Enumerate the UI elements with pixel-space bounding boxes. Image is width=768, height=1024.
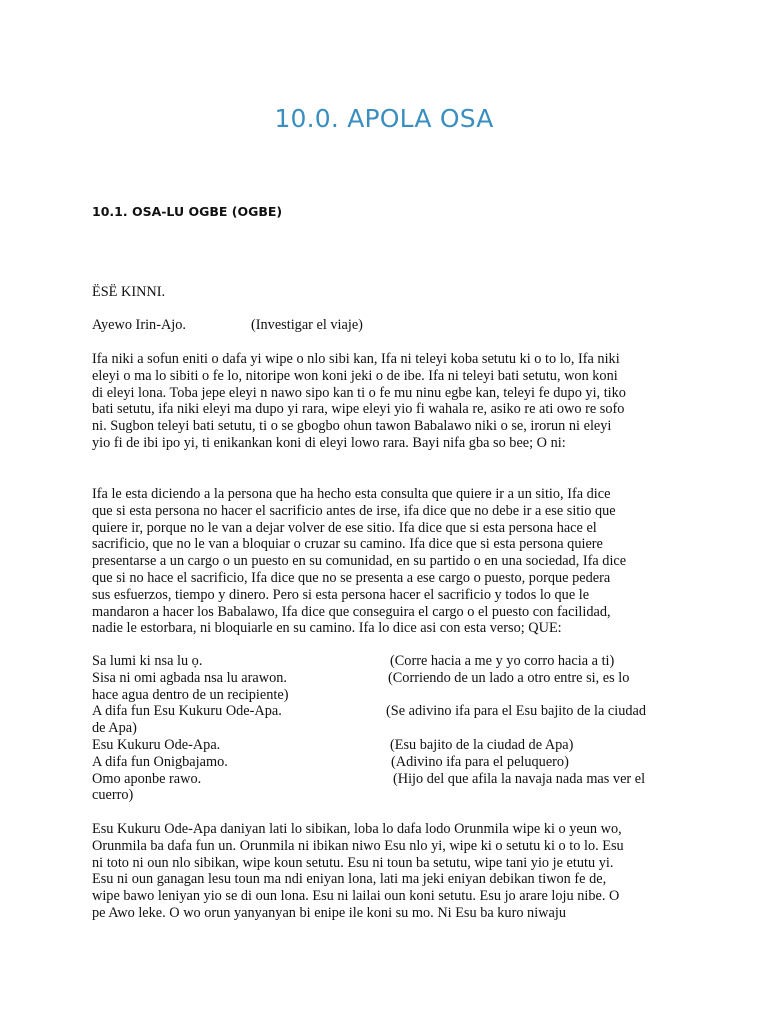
text-line: Ifa niki a sofun eniti o dafa yi wipe o nlo sibi kan, Ifa ni teleyi koba setutu ki o to lo, Ifa niki [92,351,620,367]
verse-block [92,653,692,804]
verse-spanish: (Adivino ifa para el peluquero) [391,753,569,770]
verse-spanish: (Corre hacia a me y yo corro hacia a ti) [390,653,615,669]
text-line: yio fi de ibi ipo yi, ti enikankan koni di eleyi lowo rara. Bayi nifa gba so bee; O ni: [92,434,566,451]
text-line: pe Awo leke. O wo orun yanyanyan bi enipe ile koni su mo. Ni Esu ba kuro niwaju [92,904,566,921]
text-line: que si no hace el sacrificio, Ifa dice que no se presenta a ese cargo o puesto, porque pedera [92,569,611,586]
verse-line [92,703,692,720]
text-line: quiere ir, porque no le van a dejar volver de ese sitio. Ifa dice que si esta persona hace el [92,519,597,536]
verse-spanish: (Hijo del que afila la navaja nada mas ver el [393,770,646,787]
ese-kinni-heading: ËSË KINNI. [92,284,166,300]
verse-line [92,687,692,704]
verse-yoruba: A difa fun Onigbajamo. [92,753,228,770]
verse-yoruba: Esu Kukuru Ode-Apa. [92,736,221,753]
text-line: bati setutu, ifa niki eleyi ma dupo yi rara, wipe eleyi yio fi wahala re, asiko re ati owo re sofo [92,401,625,418]
text-line: Ifa le esta diciendo a la persona que ha hecho esta consulta que quiere ir a un sitio, Ifa dice [92,486,611,502]
text-line: presentarse a un cargo o un puesto en su comunidad, en su partido o en una sociedad, Ifa dice [92,553,627,570]
section-heading: 10.1. OSA-LU OGBE (OGBE) [92,204,283,219]
chapter-title: 10.0. APOLA OSA [274,104,494,133]
text-line: ni. Sugbon teleyi bati setutu, ti o se gbogbo ohun tawon Babalawo niki o se, irorun ni eleyi [92,418,612,435]
verse-yoruba: A difa fun Esu Kukuru Ode-Apa. [92,703,282,720]
text-line: wipe bawo leniyan yio se di oun lona. Esu ni lailai oun koni setutu. Esu jo arare loju nibe. O [92,888,620,905]
text-line: sus esfuerzos, tiempo y dinero. Pero si esta persona hacer el sacrificio y todos lo que le [92,586,590,603]
text-line: Esu ni oun ganagan lesu toun ma ndi eniyan lona, lati ma jeki eniyan debikan tiwon fe de, [92,871,607,888]
verse-line [92,771,692,788]
paragraph-spanish [92,486,682,637]
verse-line [92,670,692,687]
verse-spanish: (Corriendo de un lado a otro entre si, es lo [388,669,630,686]
verse-line [92,720,692,737]
text-line: di eleyi lona. Toba jepe eleyi n nawo sipo kan ti o fe mu ninu egbe kan, teleyi fe dupo yi, tiko [92,384,626,401]
verse-spanish: (Se adivino ifa para el Esu bajito de la ciudad [386,703,647,720]
text-line: ni toto ni oun nlo sibikan, wipe koun setutu. Esu ni toun ba setutu, wipe tani yio je etutu yi. [92,854,614,871]
text-line: mandaron a hacer los Babalawo, Ifa dice que conseguira el cargo o el puesto con facilidad, [92,603,611,620]
paragraph-yoruba-2 [92,821,682,922]
verse-yoruba: Omo aponbe rawo. [92,770,202,787]
verse-line [92,787,692,804]
verse-yoruba: de Apa) [92,720,137,737]
text-line: Esu Kukuru Ode-Apa daniyan lati lo sibikan, loba lo dafa lodo Orunmila wipe ki o yeun wo, [92,821,622,837]
verse-yoruba: Sisa ni omi agbada nsa lu arawon. [92,669,287,686]
ayewo-yoruba: Ayewo Irin-Ajo. [92,317,186,333]
text-line: eleyi o ma lo sibiti o fe lo, nitoripe won koni jeki o de ibe. Ifa ni teleyi bati setutu, won koni [92,367,618,384]
text-line: que si esta persona no hacer el sacrificio antes de irse, ifa dice que no debe ir a ese sitio que [92,502,616,519]
ayewo-spanish: (Investigar el viaje) [251,317,363,333]
verse-line [92,754,692,771]
verse-yoruba: hace agua dentro de un recipiente) [92,686,289,703]
verse-yoruba: Sa lumi ki nsa lu ọ. [92,653,203,669]
text-line: nadie le estorbara, ni bloquiarle en su camino. Ifa lo dice asi con esta verso; QUE: [92,620,562,637]
verse-line [92,653,692,670]
text-line: sacrificio, que no le van a bloquiar o cruzar su camino. Ifa dice que si esta persona quiere [92,536,603,553]
verse-line [92,737,692,754]
paragraph-yoruba-1 [92,351,682,452]
verse-yoruba: cuerro) [92,787,134,804]
text-line: Orunmila ba dafa fun un. Orunmila ni ibikan niwo Esu nlo yi, wipe ki o setutu ki o to lo. Esu [92,837,624,854]
verse-spanish: (Esu bajito de la ciudad de Apa) [390,736,574,753]
ayewo-line [92,317,682,334]
